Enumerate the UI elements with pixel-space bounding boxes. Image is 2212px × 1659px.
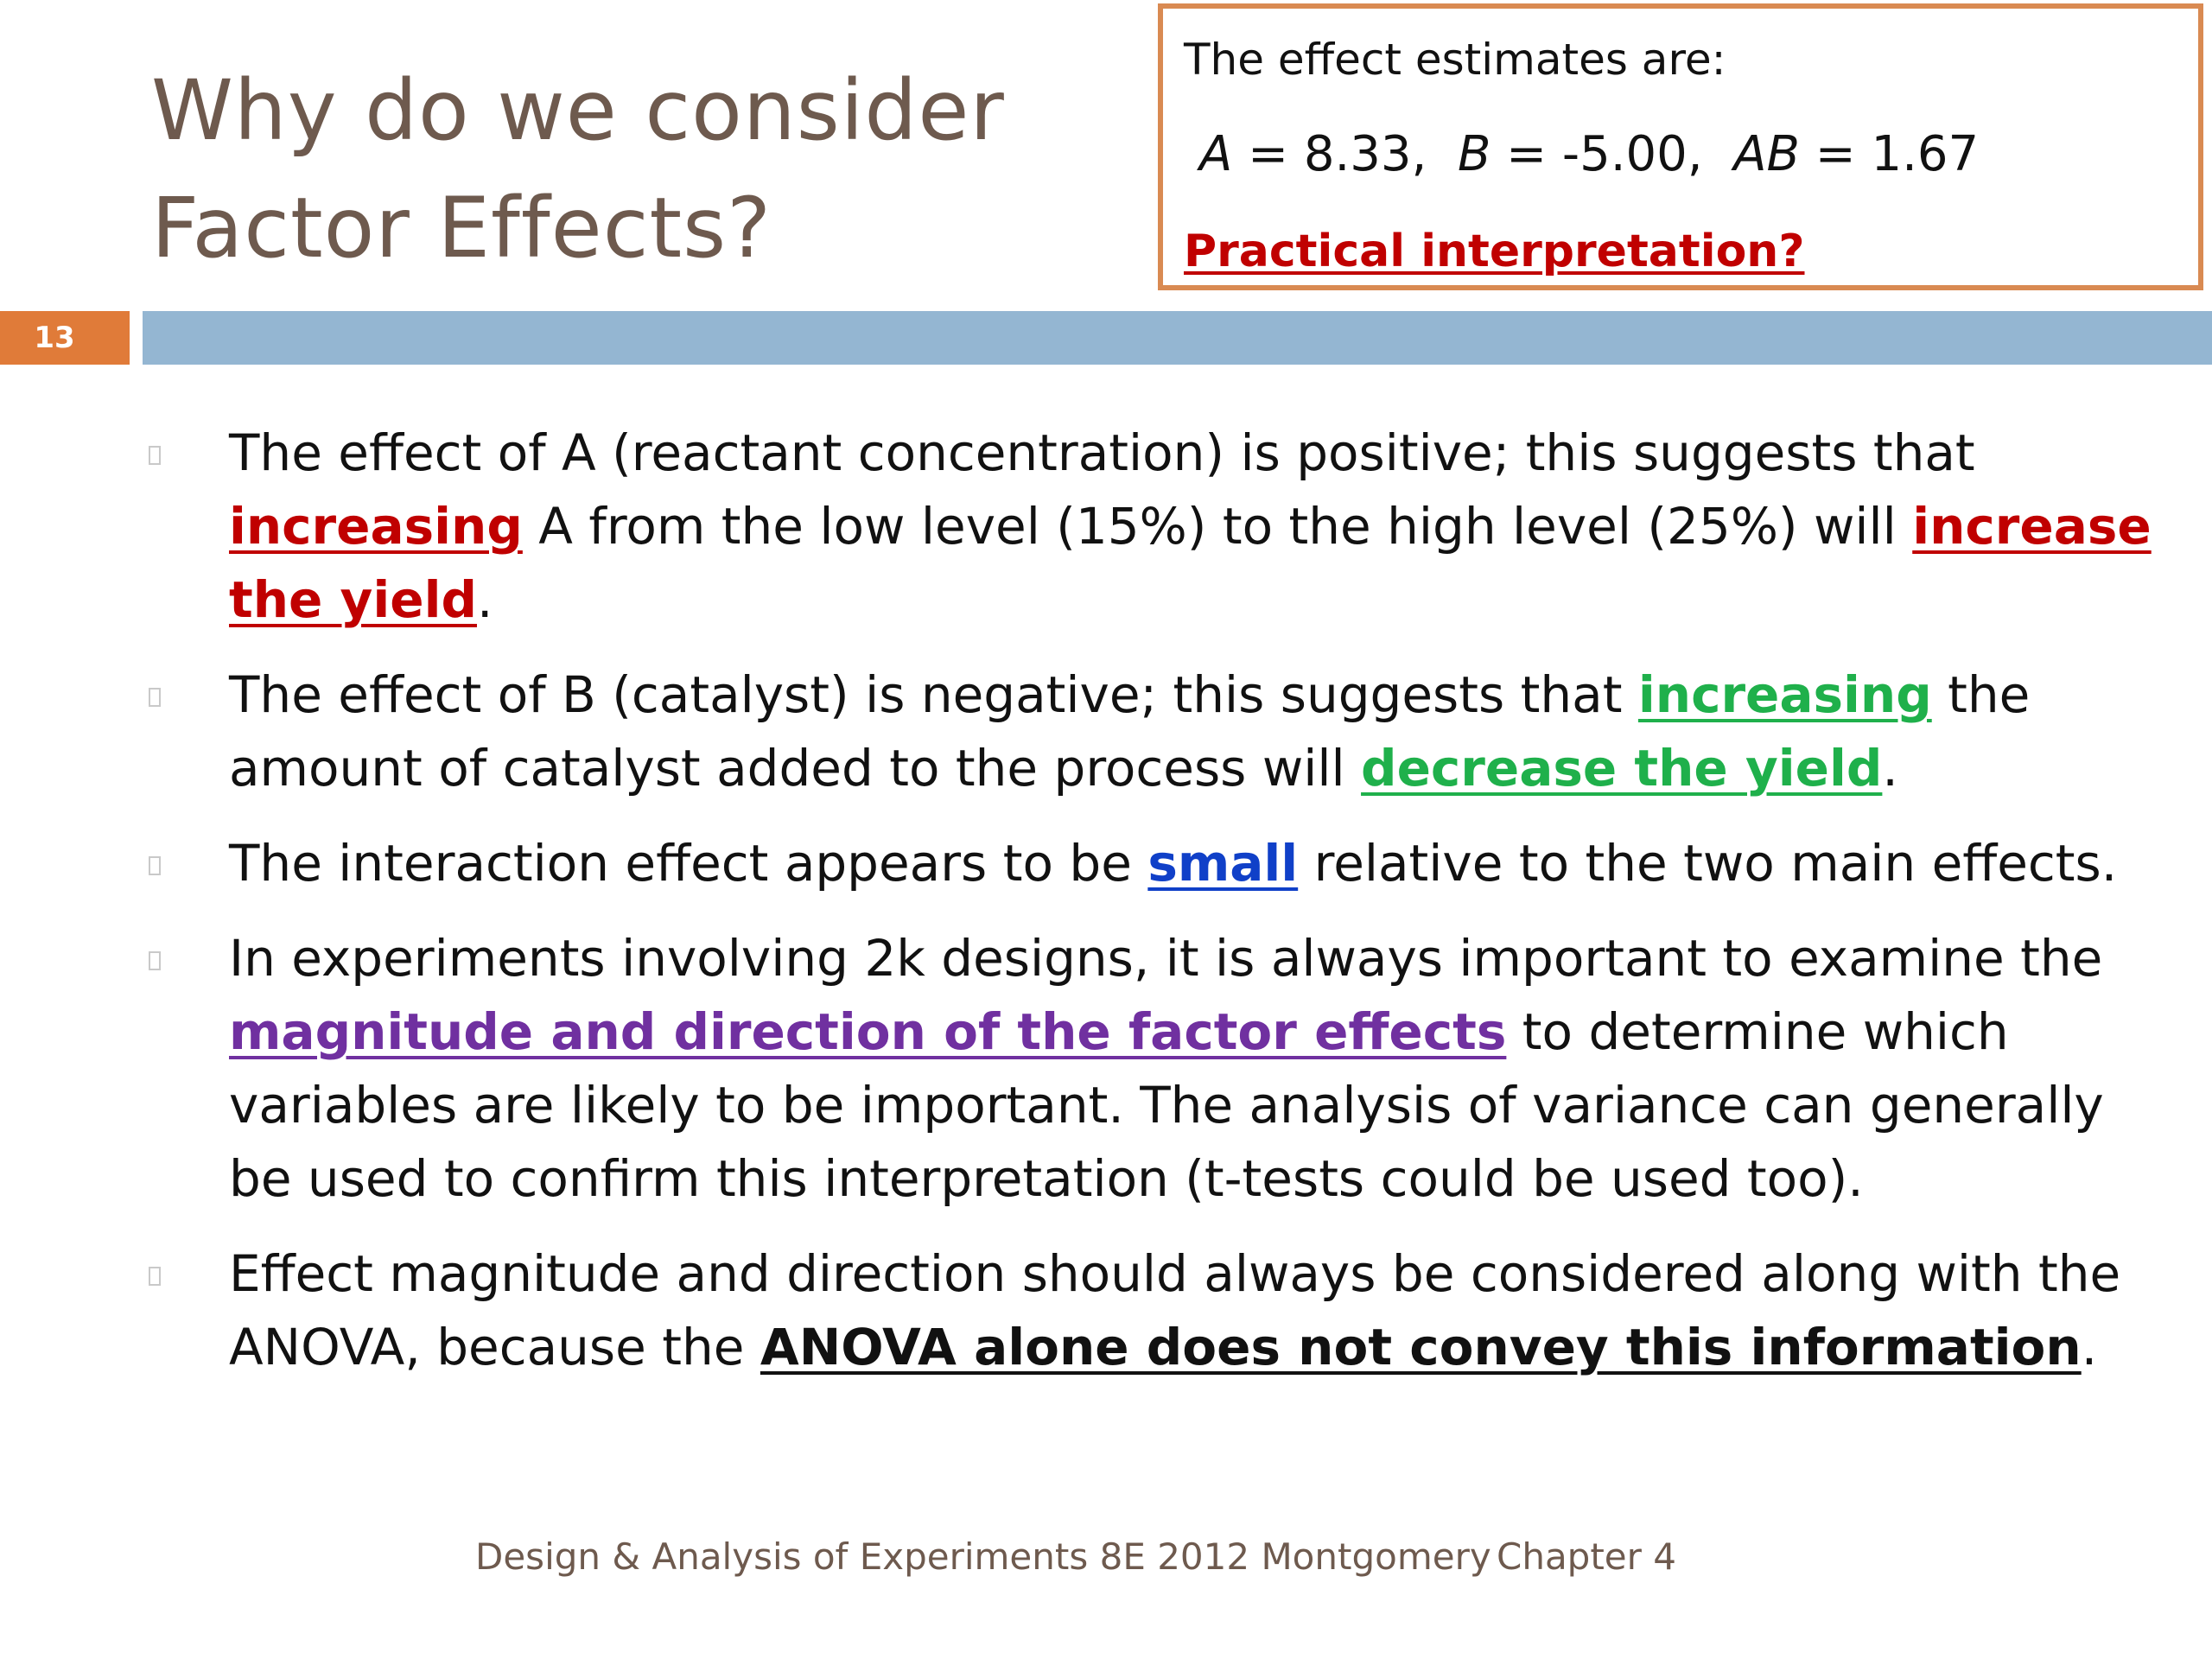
highlight-decrease-yield: decrease the yield [1361,739,1883,798]
bullet-text: . [1882,739,1898,798]
slide-number: 13 [0,311,130,365]
bullet-text: The effect of A (reactant concentration) is positive; this suggests that [229,423,1975,482]
bullet-text: the amount of catalyst added to the process will [229,665,2031,798]
bullet-text: The interaction effect appears to be [229,834,1148,893]
bullet-marker-icon [149,688,161,707]
bullet-text: to determine which variables are likely to be important. The analysis of variance can generally be used to confirm this interpretation (t-tests could be used too). [229,1002,2104,1208]
effect-a-value: 8.33 [1303,126,1412,182]
bullet-text: In experiments involving 2k designs, it is always important to examine the [229,929,2103,988]
bullet-marker-icon [149,446,161,465]
bullet-text: A from the low level (15%) to the high level (25%) will [522,497,1913,556]
bullet-item [147,416,2160,637]
effect-estimates-box [1158,3,2203,290]
slide-title [151,52,1102,287]
bullet-marker-icon [149,951,161,970]
highlight-increasing: increasing [229,497,523,556]
bullet-text: . [476,570,493,629]
slide-title-line-1: Why do we consider [151,62,1005,159]
bullet-list [147,416,2160,1406]
bullet-text: Effect magnitude and direction should always be considered along with the ANOVA, because the [229,1244,2121,1376]
effect-b-label: B [1457,126,1491,182]
effect-b-value: -5.00 [1561,126,1688,182]
highlight-increase-yield: increase the yield [229,497,2152,629]
footer-chapter: Chapter 4 [1497,1535,1676,1578]
effect-estimates-formula: A = 8.33, B = -5.00, AB = 1.67 [1199,126,1980,182]
bullet-item [147,1237,2160,1384]
bullet-text: . [2081,1318,2098,1376]
title-divider-bar [143,311,2212,365]
effect-a-label: A [1199,126,1233,182]
highlight-increasing: increasing [1637,665,1932,724]
bullet-item [147,658,2160,805]
highlight-magnitude-direction: magnitude and direction of the factor effects [229,1002,1507,1061]
bullet-text: relative to the two main effects. [1298,834,2118,893]
effect-estimates-heading: The effect estimates are: [1184,35,1726,85]
practical-interpretation-link[interactable]: Practical interpretation? [1184,226,1805,277]
bullet-item [147,922,2160,1216]
footer-source: Design & Analysis of Experiments 8E 2012 Montgomery [475,1535,1491,1578]
highlight-small: small [1147,834,1299,893]
effect-ab-value: 1.67 [1871,126,1980,182]
slide-title-line-2: Factor Effects? [151,180,772,276]
bullet-text: The effect of B (catalyst) is negative; this suggests that [229,665,1638,724]
bullet-marker-icon [149,856,161,875]
bullet-marker-icon [149,1267,161,1286]
highlight-anova-alone: ANOVA alone does not convey this information [760,1318,2082,1376]
effect-ab-label: AB [1733,126,1800,182]
bullet-item [147,827,2160,900]
